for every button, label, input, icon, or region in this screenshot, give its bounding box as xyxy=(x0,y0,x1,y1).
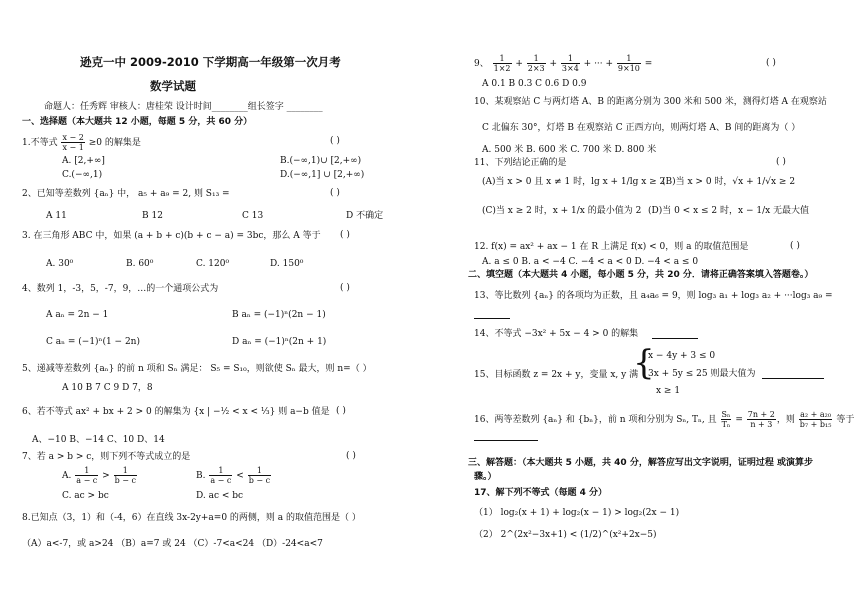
section-heading-answer-cont: 骤。） xyxy=(474,472,497,482)
option-c: C. 120⁰ xyxy=(196,259,230,269)
option-d: D aₙ = (−1)ⁿ(2n + 1) xyxy=(232,337,327,347)
question-17-part-2: （2） 2^(2x²−3x+1) < (1/2)^(x²+2x−5) xyxy=(474,530,657,540)
option-a: A aₙ = 2n − 1 xyxy=(46,310,109,320)
answer-paren: ( ) xyxy=(790,241,800,251)
answer-paren: ( ) xyxy=(776,157,786,167)
option-b: B. $\frac{1}{a - c}$ < $\frac{1}{b - c}$ xyxy=(196,466,271,485)
question-12-stem: 12. f(x) = ax² + ax − 1 在 R 上满足 f(x) < 0，则 a 的取值范围是 xyxy=(474,242,749,252)
question-4-stem: 4、数列 1，-3，5，-7，9，…的一个通项公式为 xyxy=(22,284,219,294)
question-13-stem: 13、等比数列 {aₙ} 的各项均为正数，且 a₄a₆ = 9，则 log₃ a₁ + log₃ a₂ + ···log₃ a₉ = xyxy=(474,291,833,301)
question-15-stem: 15、目标函数 z = 2x + y，变量 x, y 满 xyxy=(474,370,639,380)
answer-paren: ( ) xyxy=(336,406,346,416)
answer-blank xyxy=(474,430,538,441)
options-row: A、−10 B、−14 C、10 D、14 xyxy=(32,435,165,445)
option-b: B aₙ = (−1)ⁿ(2n − 1) xyxy=(232,310,326,320)
option-a: A. $\frac{1}{a - c}$ > $\frac{1}{b - c}$ xyxy=(62,466,136,485)
question-7-stem: 7、若 a > b > c，则下列不等式成立的是 xyxy=(22,452,191,462)
question-17-part-1: （1） log₂(x + 1) + log₂(x − 1) > log₂(2x − 1) xyxy=(474,508,680,518)
question-2-stem: 2、已知等差数列 {aₙ} 中， a₅ + a₉ = 2, 则 S₁₃ = xyxy=(22,189,230,199)
question-14-stem: 14、不等式 −3x² + 5x − 4 > 0 的解集 xyxy=(474,329,639,339)
fraction: $\frac{x - 2}{x - 1}$ xyxy=(62,133,84,152)
question-10-stem: 10、某观察站 C 与两灯塔 A、B 的距离分别为 300 米和 500 米，测得灯塔 A 在观察站 xyxy=(474,97,827,107)
system-brace: { xyxy=(633,343,655,383)
option-d: D.(−∞,1] ∪ [2,+∞) xyxy=(280,170,365,180)
option-b: B 12 xyxy=(142,211,163,221)
question-3-stem: 3. 在三角形 ABC 中，如果 (a + b + c)(b + c − a) = 3bc，那么 A 等于 xyxy=(22,231,321,241)
options-row: A. a ≤ 0 B. a < −4 C. −4 < a < 0 D. −4 < a ≤ 0 xyxy=(482,257,699,267)
constraint-2: 3x + 5y ≤ 25 则最大值为 xyxy=(648,369,756,379)
constraint-1: x − 4y + 3 ≤ 0 xyxy=(648,351,716,361)
answer-paren: ( ) xyxy=(340,283,350,293)
question-17-title: 17、解下列不等式（每题 4 分） xyxy=(474,488,608,498)
section-heading-answer: 三、解答题：（本大题共 5 小题，共 40 分，解答应写出文字说明，证明过程 或演算步 xyxy=(468,458,813,468)
question-9-stem: 9、 $\frac{1}{1\times 2}$ + $\frac{1}{2\times 3}$ + $\frac{1}{3\times 4}$ + ··· + $\frac{1}{9\times 10}$ = xyxy=(474,54,653,73)
answer-paren: ( ) xyxy=(346,451,356,461)
options-row: （A）a<-7，或 a>24 （B）a=7 或 24 （C）-7<a<24 （D）-24<a<7 xyxy=(22,539,323,549)
answer-blank xyxy=(762,368,824,379)
answer-blank xyxy=(474,308,510,319)
option-c: C 13 xyxy=(242,211,264,221)
answer-blank xyxy=(652,328,698,339)
option-c: (C)当 x ≥ 2 时，x + 1/x 的最小值为 2 xyxy=(482,206,642,216)
question-1-stem: 1.不等式 $\frac{x - 2}{x - 1}$ ≥0 的解集是 xyxy=(22,133,141,152)
section-heading-choice: 一、选择题（本大题共 12 小题，每题 5 分，共 60 分） xyxy=(22,117,253,127)
exam-title: 逊克一中 2009-2010 下学期高一年级第一次月考 xyxy=(80,55,341,69)
question-8-stem: 8.已知点（3，1）和（-4，6）在直线 3x-2y+a=0 的两侧，则 a 的取值范围是（ ） xyxy=(22,513,361,523)
constraint-3: x ≥ 1 xyxy=(656,386,681,396)
option-a: A 11 xyxy=(46,211,67,221)
question-5-stem: 5、递减等差数列 {aₙ} 的前 n 项和 Sₙ 满足： S₅ = S₁₀，则欲使 Sₙ 最大，则 n=（ ） xyxy=(22,364,372,374)
question-10-stem-cont: C 北偏东 30°，灯塔 B 在观察站 C 正西方向，则两灯塔 A、B 间的距离为（ ） xyxy=(482,123,801,133)
solution-set: {x | −½ < x < ⅓} xyxy=(193,407,276,417)
options-row: A 10 B 7 C 9 D 7，8 xyxy=(62,383,153,393)
option-b: (B)当 x > 0 时，√x + 1/√x ≥ 2 xyxy=(662,177,796,187)
question-6-stem: 6、若不等式 ax² + bx + 2 > 0 的解集为 {x | −½ < x < ⅓} 则 a−b 值是 xyxy=(22,407,330,417)
answer-paren: ( ) xyxy=(330,136,340,146)
option-d: D. ac < bc xyxy=(196,491,244,501)
option-d: (D)当 0 < x ≤ 2 时，x − 1/x 无最大值 xyxy=(648,206,810,216)
byline: 命题人：任秀辉 审核人：唐桂荣 设计时间________组长签字 ________ xyxy=(44,102,323,112)
option-d: D 不确定 xyxy=(346,211,384,221)
option-b: B.(−∞,1)∪ [2,+∞) xyxy=(280,156,362,166)
answer-paren: ( ) xyxy=(330,188,340,198)
option-b: B. 60⁰ xyxy=(126,259,154,269)
option-a: A. [2,+∞] xyxy=(62,156,105,166)
option-c: C. ac > bc xyxy=(62,491,109,501)
option-d: D. 150⁰ xyxy=(270,259,304,269)
answer-paren: ( ) xyxy=(340,230,350,240)
option-a: A. 30⁰ xyxy=(46,259,74,269)
question-16-stem: 16、两等差数列 {aₙ} 和 {bₙ}，前 n 项和分别为 Sₙ, Tₙ, 且 $\frac{\text{Sₙ}}{\text{Tₙ}}$ = $\frac{7n + 2}{n + 3}$ ，则 $\frac{\text{a₂ + a₂₀}}{\text{b₇ + b₁₅}}$ 等于 xyxy=(474,410,855,429)
option-a: (A)当 x > 0 且 x ≠ 1 时，lg x + 1/lg x ≥ 2 xyxy=(482,177,666,187)
subject-title: 数学试题 xyxy=(150,79,196,93)
question-11-stem: 11、下列结论正确的是 xyxy=(474,158,567,168)
options-row: A 0.1 B 0.3 C 0.6 D 0.9 xyxy=(482,79,587,89)
options-row: A. 500 米 B. 600 米 C. 700 米 D. 800 米 xyxy=(482,145,657,155)
option-c: C.(−∞,1) xyxy=(62,170,103,180)
section-heading-fill: 二、填空题（本大题共 4 小题，每小题 5 分，共 20 分．请将正确答案填入答题卷。） xyxy=(468,270,814,280)
option-c: C aₙ = (−1)ⁿ(1 − 2n) xyxy=(46,337,140,347)
answer-paren: ( ) xyxy=(766,58,776,68)
